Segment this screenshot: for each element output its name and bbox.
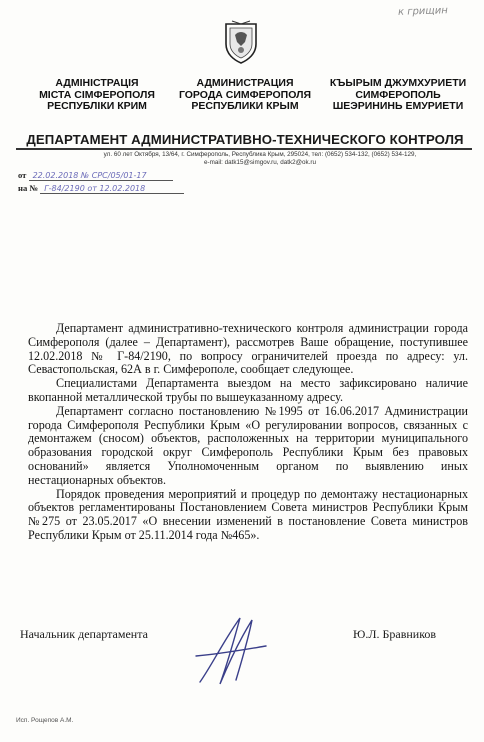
body-paragraph: Порядок проведения мероприятий и процедур по демонтажу нестационарных объектов регламентированы Постановлением Совета министров Республики Крым №275 от 23.05.2017 «О внесении изменений в постановление Совета министров Республики Крым от 25.11.2014 года №465». — [28, 486, 468, 542]
body-paragraph: Департамент согласно постановлению №1995 от 16.06.2017 Администрации города Симферополя Республики Крым «О регулировании вопросов, связанных с демонтажем (сносом) объектов, расположенных на территории муниципального образования городской округ Симферополь Республики Крым без правовых оснований» является Уполномоченным органом по выявлению иных нестационарных объектов. — [28, 403, 468, 487]
letter-body — [28, 322, 468, 543]
header-divider — [16, 148, 472, 150]
body-paragraph: Департамент административно-технического контроля администрации города Симферополя (далее – Департамент), рассмотрев Ваше обращение, поступившее 12.02.2018 № Г-84/2190, по вопросу ограничителей проезда по адресу: ул. Севастопольская, 62А в г. Симферополе, сообщает следующее. — [28, 321, 468, 377]
signatory-name: Ю.Л. Бравников — [353, 627, 437, 641]
handwritten-note: к грищин — [397, 5, 448, 18]
coat-of-arms-emblem — [222, 20, 260, 64]
header-right: КЪЫРЫМ ДЖУМХУРИЕТИ СИМФЕРОПОЛЬ ШЕЭРИНИНЬ ЕМУРИЕТИ — [329, 77, 467, 112]
header-center: АДМИНИСТРАЦИЯ ГОРОДА СИМФЕРОПОЛЯ РЕСПУБЛИКИ КРЫМ — [178, 77, 312, 112]
department-title: ДЕПАРТАМЕНТ АДМИНИСТРАТИВНО-ТЕХНИЧЕСКОГО КОНТРОЛЯ — [26, 132, 464, 147]
registration-to: на № Г-84/2190 от 12.02.2018 — [18, 183, 184, 194]
header-left: АДМІНІСТРАЦІЯ МІСТА СІМФЕРОПОЛЯ РЕСПУБЛІКИ КРИМ — [39, 77, 155, 112]
signatory-title: Начальник департамента — [20, 627, 148, 641]
handwritten-signature — [190, 610, 270, 690]
registration-from: от 22.02.2018 № СРС/05/01-17 — [18, 170, 173, 181]
body-paragraph: Специалистами Департамента выездом на место зафиксировано наличие вкопанной металлической трубы по вышеуказанному адресу. — [28, 376, 468, 404]
department-address: ул. 60 лет Октября, 13/64, г. Симферополь, Республика Крым, 295024, тел: (0652) 534-132, (0652) 534-129, e-mail: datk15@simgov.ru, datk2@ok.ru — [103, 151, 417, 167]
executor-note: Исп. Рощепов А.М. — [16, 717, 74, 724]
